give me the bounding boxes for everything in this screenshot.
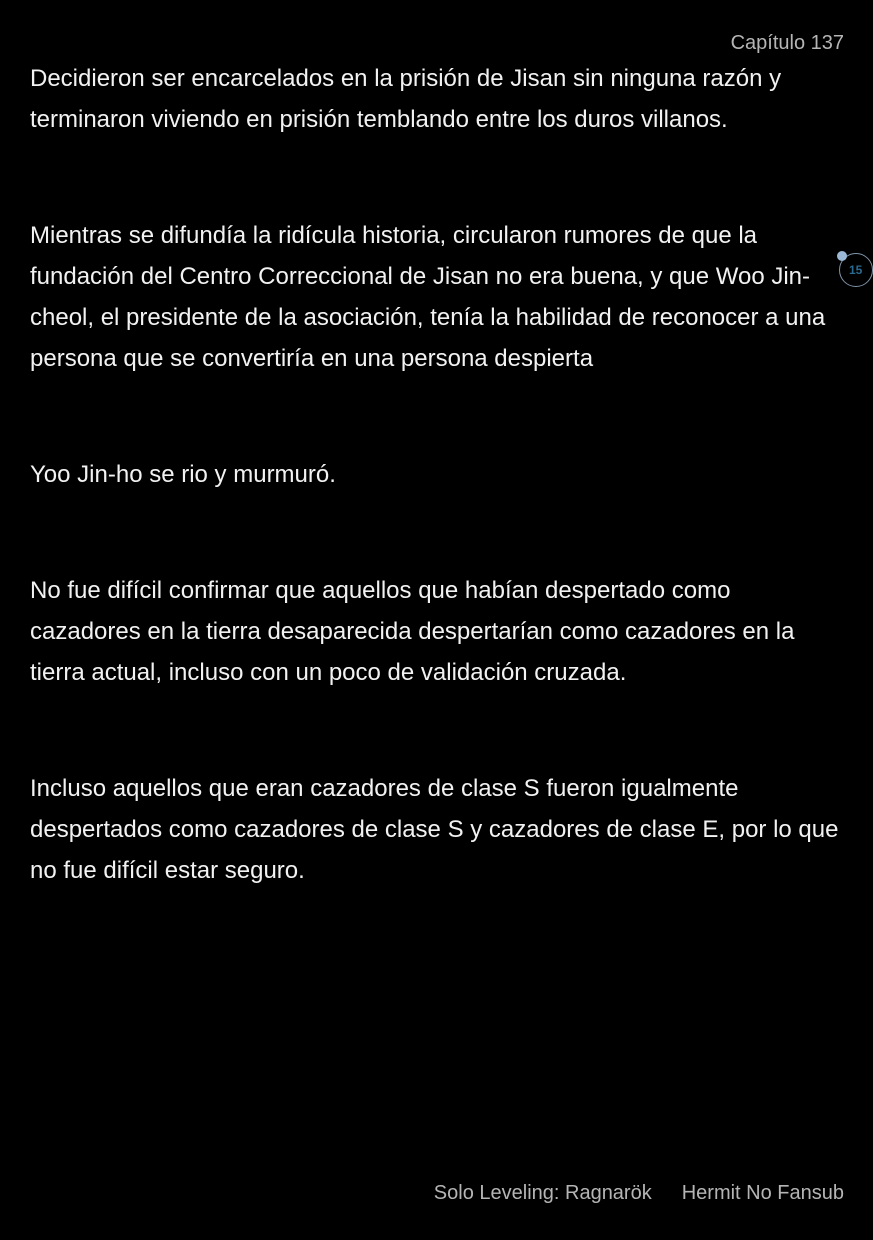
- paragraph: Incluso aquellos que eran cazadores de clase S fueron igualmente despertados como cazadores de clase S y cazadores de clase E, por lo que no fue difícil estar seguro.: [30, 775, 839, 884]
- footer: [434, 1182, 844, 1205]
- novel-title: Solo Leveling: Ragnarök: [433, 1182, 652, 1204]
- paragraph: No fue difícil confirmar que aquellos que habían despertado como cazadores en la tierra desaparecida despertarían como cazadores en la tierra actual, incluso con un poco de validación cruzada.: [30, 577, 795, 686]
- translator-group: Hermit No Fansub: [681, 1182, 844, 1204]
- paragraph: Mientras se difundía la ridícula historia, circularon rumores de que la fundación del Centro Correccional de Jisan no era buena, y que Woo Jin-cheol, el presidente de la asociación, tenía la habilidad de reconocer a una persona que se convertiría en una persona despierta: [30, 222, 826, 372]
- paragraph: Decidieron ser encarcelados en la prisión de Jisan sin ninguna razón y terminaron viviendo en prisión temblando entre los duros villanos.: [30, 65, 782, 133]
- indicator-dot-icon: [837, 251, 847, 261]
- chapter-text: [30, 58, 845, 966]
- chapter-label: Capítulo 137: [730, 32, 844, 54]
- paragraph: Yoo Jin-ho se rio y murmuró.: [30, 461, 336, 488]
- comment-count: 15: [849, 263, 863, 277]
- comment-count-badge[interactable]: [839, 253, 873, 287]
